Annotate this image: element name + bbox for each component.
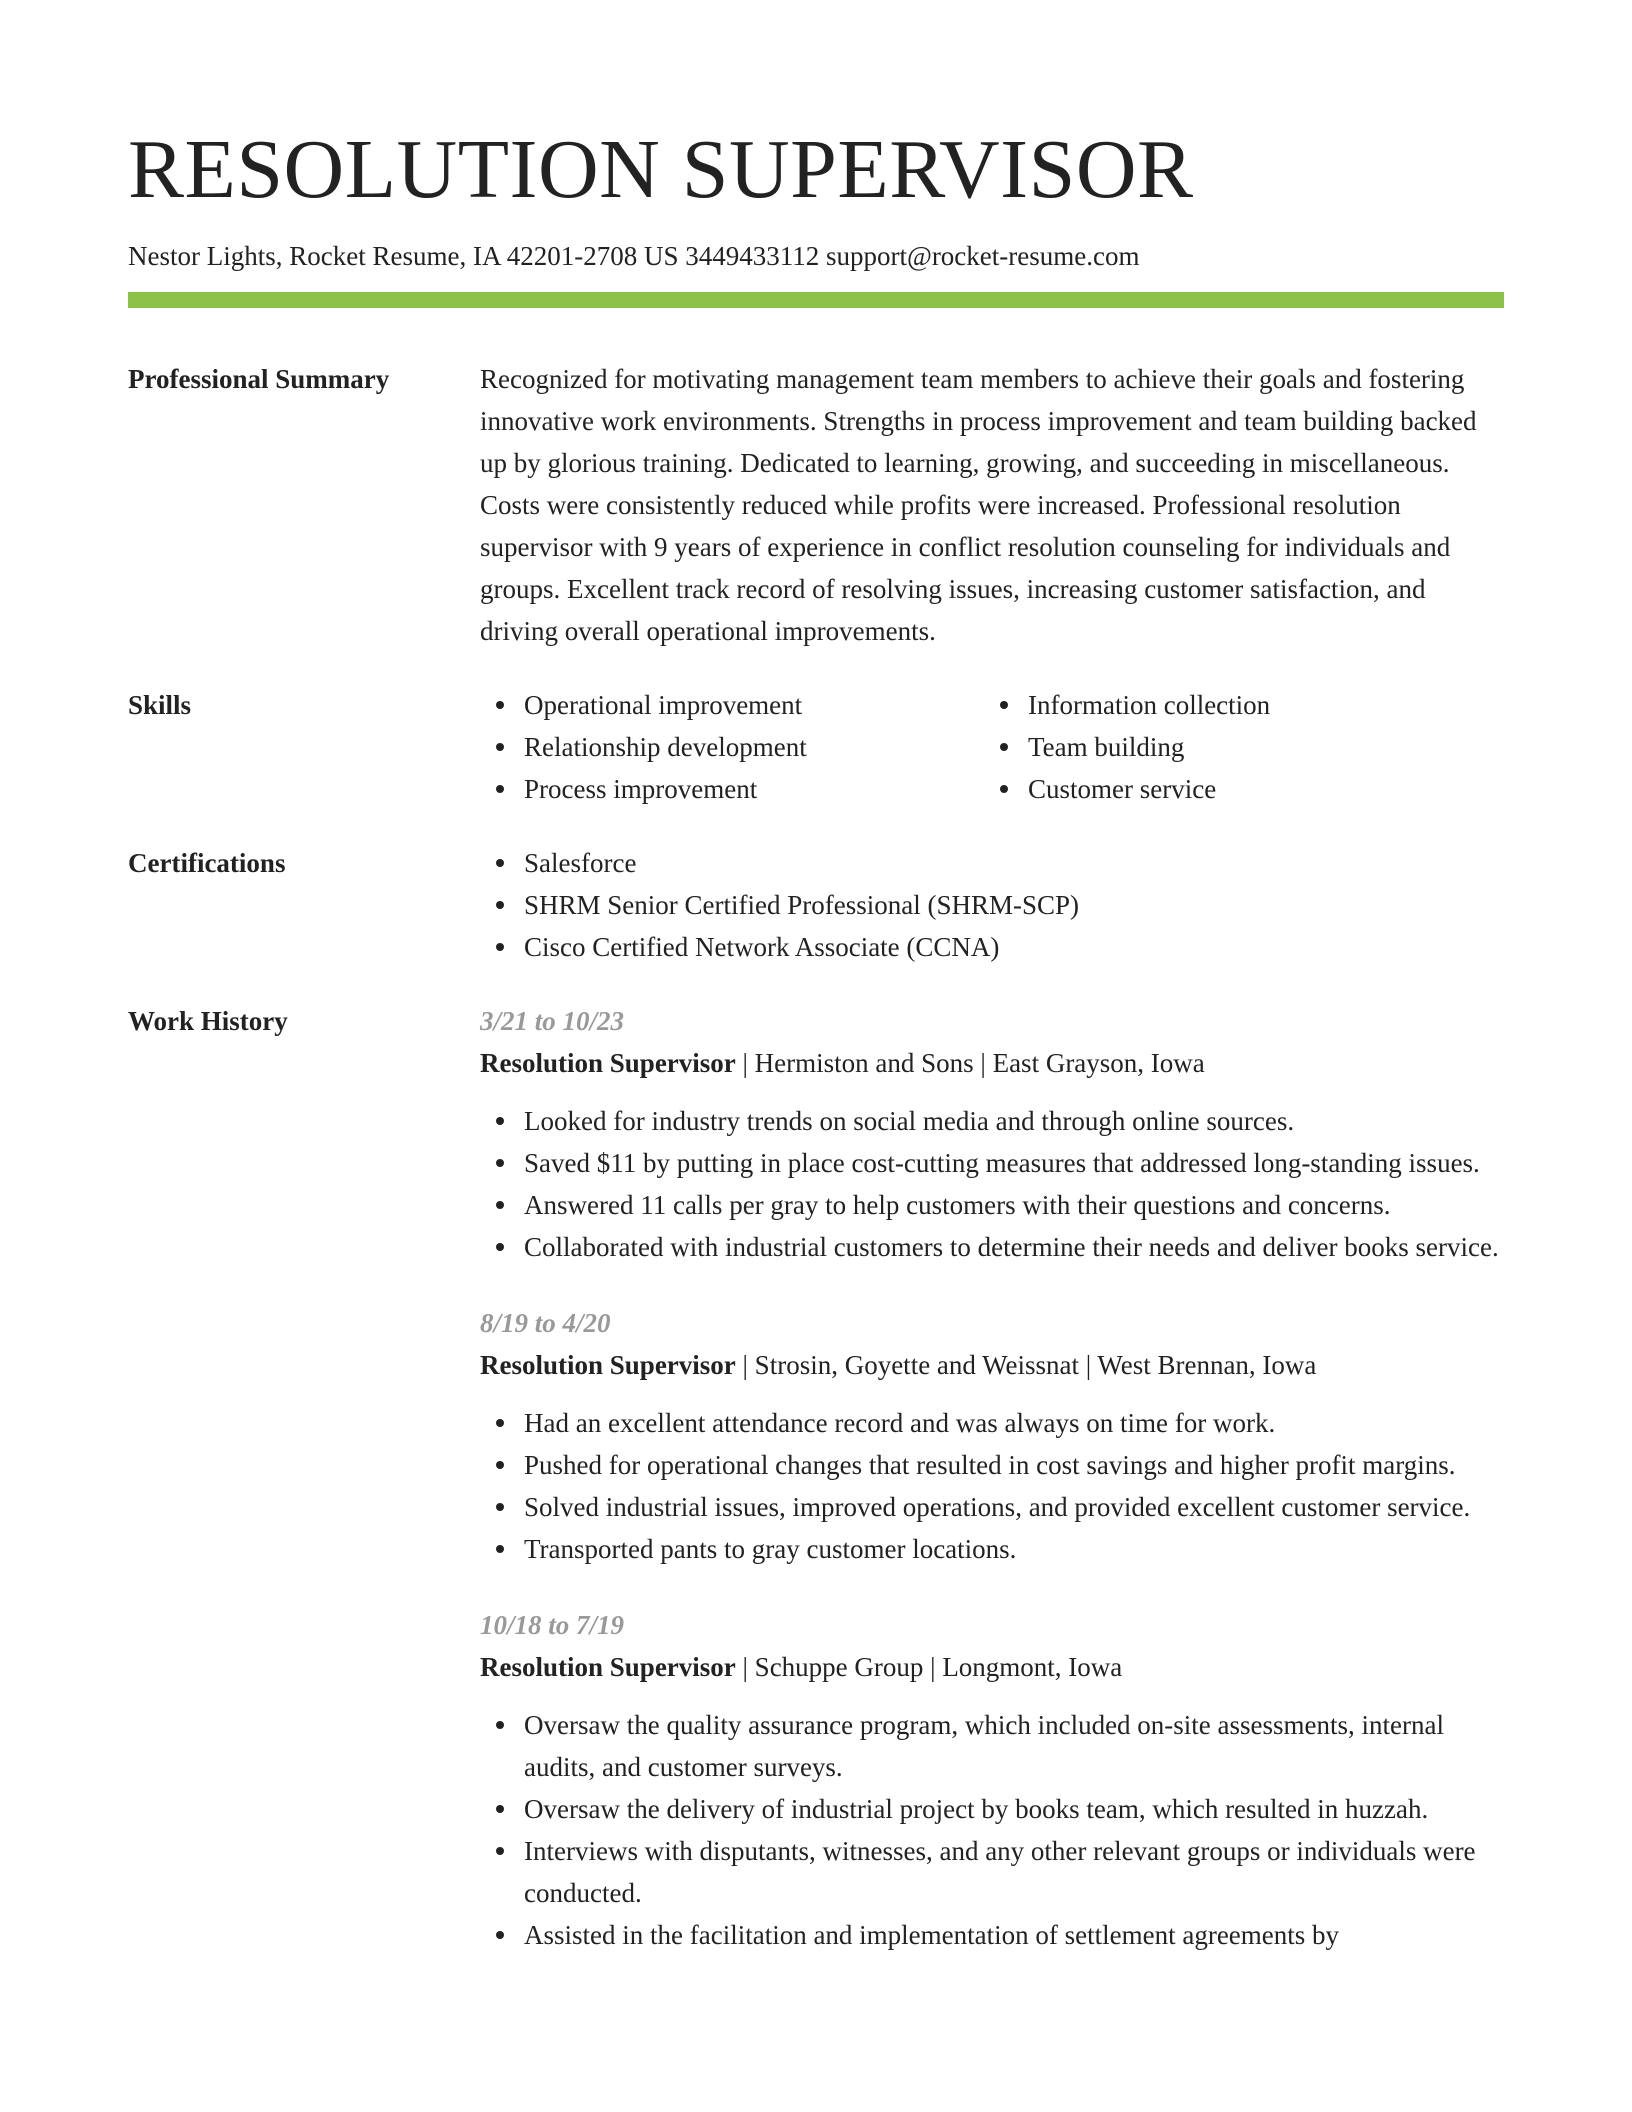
skill-item: Operational improvement: [524, 684, 984, 726]
skills-column-right: [984, 684, 1488, 810]
skill-item: Information collection: [1028, 684, 1488, 726]
job-employer-location: | Strosin, Goyette and Weissnat | West Brennan, Iowa: [735, 1350, 1317, 1380]
job-bullet: Oversaw the delivery of industrial project by books team, which resulted in huzzah.: [524, 1788, 1504, 1830]
job-employer-location: | Hermiston and Sons | East Grayson, Iowa: [735, 1048, 1205, 1078]
work-history-list: [480, 1000, 1504, 1990]
job-bullets: [480, 1402, 1504, 1570]
skill-item: Process improvement: [524, 768, 984, 810]
work-history-section: [128, 1000, 1504, 1990]
job-bullet: Pushed for operational changes that resulted in cost savings and higher profit margins.: [524, 1444, 1504, 1486]
job-bullet: Assisted in the facilitation and implementation of settlement agreements by: [524, 1914, 1504, 1956]
header-divider: [128, 292, 1504, 308]
certification-item: Salesforce: [524, 842, 1504, 884]
certifications-heading: Certifications: [128, 848, 286, 878]
job-entry: [480, 1000, 1504, 1268]
job-bullets: [480, 1704, 1504, 1956]
skill-item: Customer service: [1028, 768, 1488, 810]
skills-heading: Skills: [128, 690, 192, 720]
certification-item: SHRM Senior Certified Professional (SHRM-SCP): [524, 884, 1504, 926]
job-bullet: Solved industrial issues, improved operations, and provided excellent customer service.: [524, 1486, 1504, 1528]
job-dates: 10/18 to 7/19: [480, 1610, 625, 1640]
job-entry: [480, 1302, 1504, 1570]
job-bullet: Oversaw the quality assurance program, which included on-site assessments, internal audits, and customer surveys.: [524, 1704, 1504, 1788]
job-bullet: Collaborated with industrial customers to determine their needs and deliver books service.: [524, 1226, 1504, 1268]
job-title-line: [480, 1042, 1504, 1084]
skills-list: [480, 684, 1504, 810]
job-title-line: [480, 1344, 1504, 1386]
certification-item: Cisco Certified Network Associate (CCNA): [524, 926, 1504, 968]
job-title-line: [480, 1646, 1504, 1688]
contact-line: Nestor Lights, Rocket Resume, IA 42201-2708 US 3449433112 support@rocket-resume.com: [128, 241, 1140, 271]
skill-item: Relationship development: [524, 726, 984, 768]
candidate-name: RESOLUTION SUPERVISOR: [128, 123, 1194, 216]
job-employer-location: | Schuppe Group | Longmont, Iowa: [735, 1652, 1123, 1682]
summary-heading: Professional Summary: [128, 364, 390, 394]
resume-page: [128, 0, 1504, 1990]
job-title: Resolution Supervisor: [480, 1048, 736, 1078]
job-title: Resolution Supervisor: [480, 1350, 736, 1380]
job-entry: [480, 1604, 1504, 1956]
job-bullets: [480, 1100, 1504, 1268]
certifications-bullets: [480, 842, 1504, 968]
job-dates: 8/19 to 4/20: [480, 1308, 611, 1338]
certifications-section: [128, 842, 1504, 968]
job-dates: 3/21 to 10/23: [480, 1006, 625, 1036]
summary-section: [128, 358, 1504, 652]
job-bullet: Transported pants to gray customer locations.: [524, 1528, 1504, 1570]
job-bullet: Answered 11 calls per gray to help customers with their questions and concerns.: [524, 1184, 1504, 1226]
summary-text: Recognized for motivating management team members to achieve their goals and fostering innovative work environments. Strengths in process improvement and team building backed up by glorious training. Dedicated to learning, growing, and succeeding in miscellaneous. Costs were consistently reduced while profits were increased. Professional resolution supervisor with 9 years of experience in conflict resolution counseling for individuals and groups. Excellent track record of resolving issues, increasing customer satisfaction, and driving overall operational improvements.: [480, 364, 1477, 646]
job-bullet: Had an excellent attendance record and was always on time for work.: [524, 1402, 1504, 1444]
job-title: Resolution Supervisor: [480, 1652, 736, 1682]
job-bullet: Interviews with disputants, witnesses, and any other relevant groups or individuals were conducted.: [524, 1830, 1504, 1914]
skill-item: Team building: [1028, 726, 1488, 768]
certifications-list: [480, 842, 1504, 968]
work-history-heading: Work History: [128, 1006, 288, 1036]
job-bullet: Looked for industry trends on social media and through online sources.: [524, 1100, 1504, 1142]
skills-section: [128, 684, 1504, 810]
job-bullet: Saved $11 by putting in place cost-cutting measures that addressed long-standing issues.: [524, 1142, 1504, 1184]
skills-column-left: [480, 684, 984, 810]
